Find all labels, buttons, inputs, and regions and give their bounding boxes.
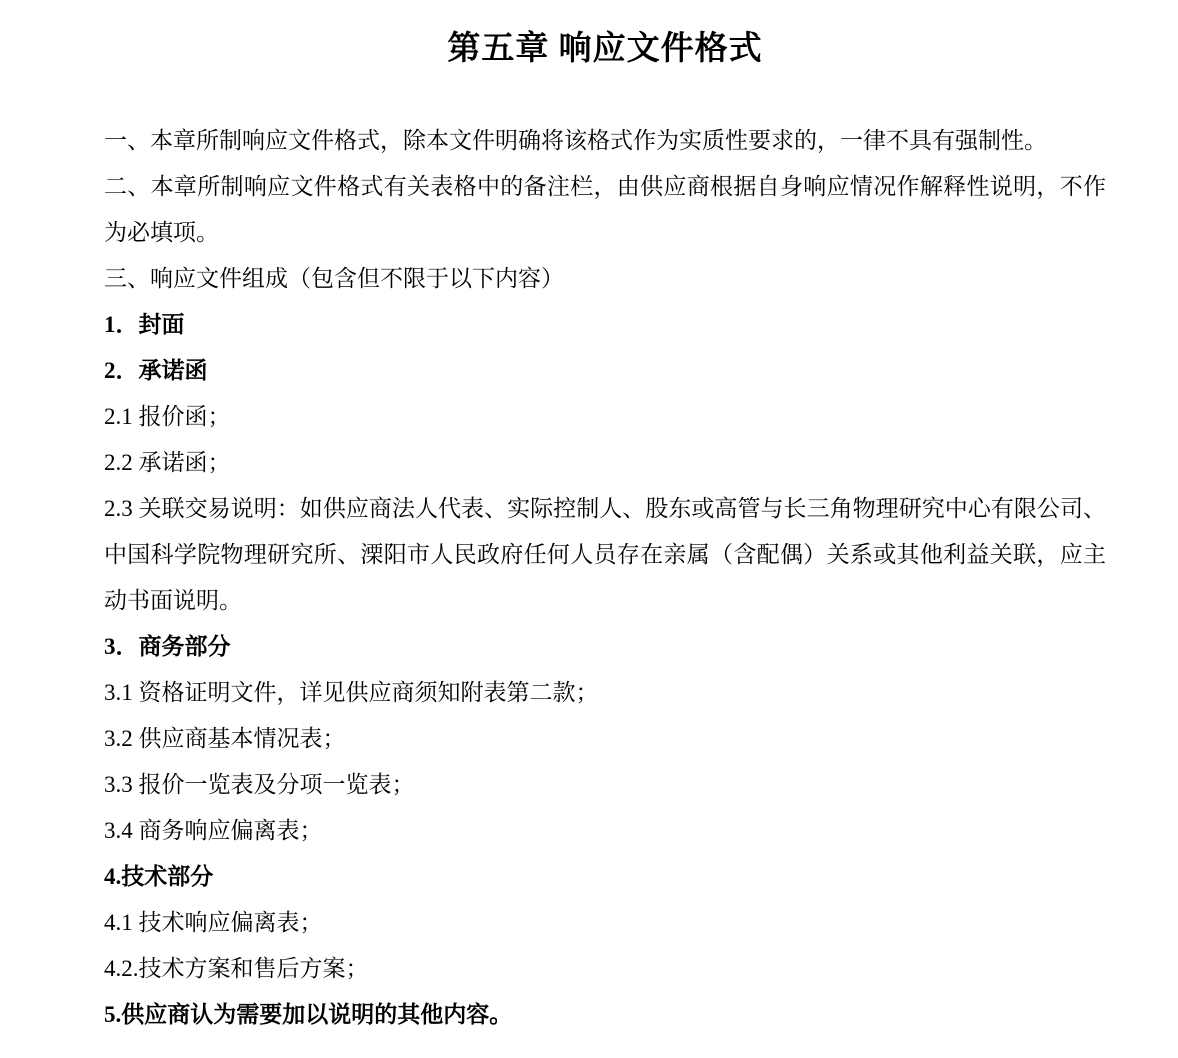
section-heading-4-technical: 4.技术部分: [104, 863, 214, 889]
list-item-3-2: 3.2 供应商基本情况表；: [104, 725, 346, 751]
list-item-3-4: 3.4 商务响应偏离表；: [104, 817, 323, 843]
list-item-2-2: 2.2 承诺函；: [104, 449, 231, 475]
list-item-4-1: 4.1 技术响应偏离表；: [104, 909, 323, 935]
section-heading-3-commercial: 3．商务部分: [104, 633, 231, 659]
list-item-2-1: 2.1 报价函；: [104, 403, 231, 429]
paragraph-rule-3: 三、响应文件组成（包含但不限于以下内容）: [104, 265, 564, 291]
list-item-2-3: 2.3 关联交易说明：如供应商法人代表、实际控制人、股东或高管与长三角物理研究中心有限公司、中国科学院物理研究所、溧阳市人民政府任何人员存在亲属（含配偶）关系或其他利益关联，应主动书面说明。: [104, 495, 1106, 613]
section-heading-2-commitment-letter: 2．承诺函: [104, 357, 208, 383]
list-item-4-2: 4.2.技术方案和售后方案；: [104, 955, 369, 981]
section-heading-1-cover: 1．封面: [104, 311, 185, 337]
paragraph-rule-1: 一、本章所制响应文件格式，除本文件明确将该格式作为实质性要求的，一律不具有强制性。: [104, 127, 1047, 153]
paragraph-rule-2: 二、本章所制响应文件格式有关表格中的备注栏，由供应商根据自身响应情况作解释性说明，不作为必填项。: [104, 173, 1106, 245]
list-item-3-1: 3.1 资格证明文件，详见供应商须知附表第二款；: [104, 679, 599, 705]
page-title: 第五章 响应文件格式: [447, 31, 763, 67]
list-item-3-3: 3.3 报价一览表及分项一览表；: [104, 771, 415, 797]
section-heading-5-other: 5.供应商认为需要加以说明的其他内容。: [104, 1001, 513, 1027]
